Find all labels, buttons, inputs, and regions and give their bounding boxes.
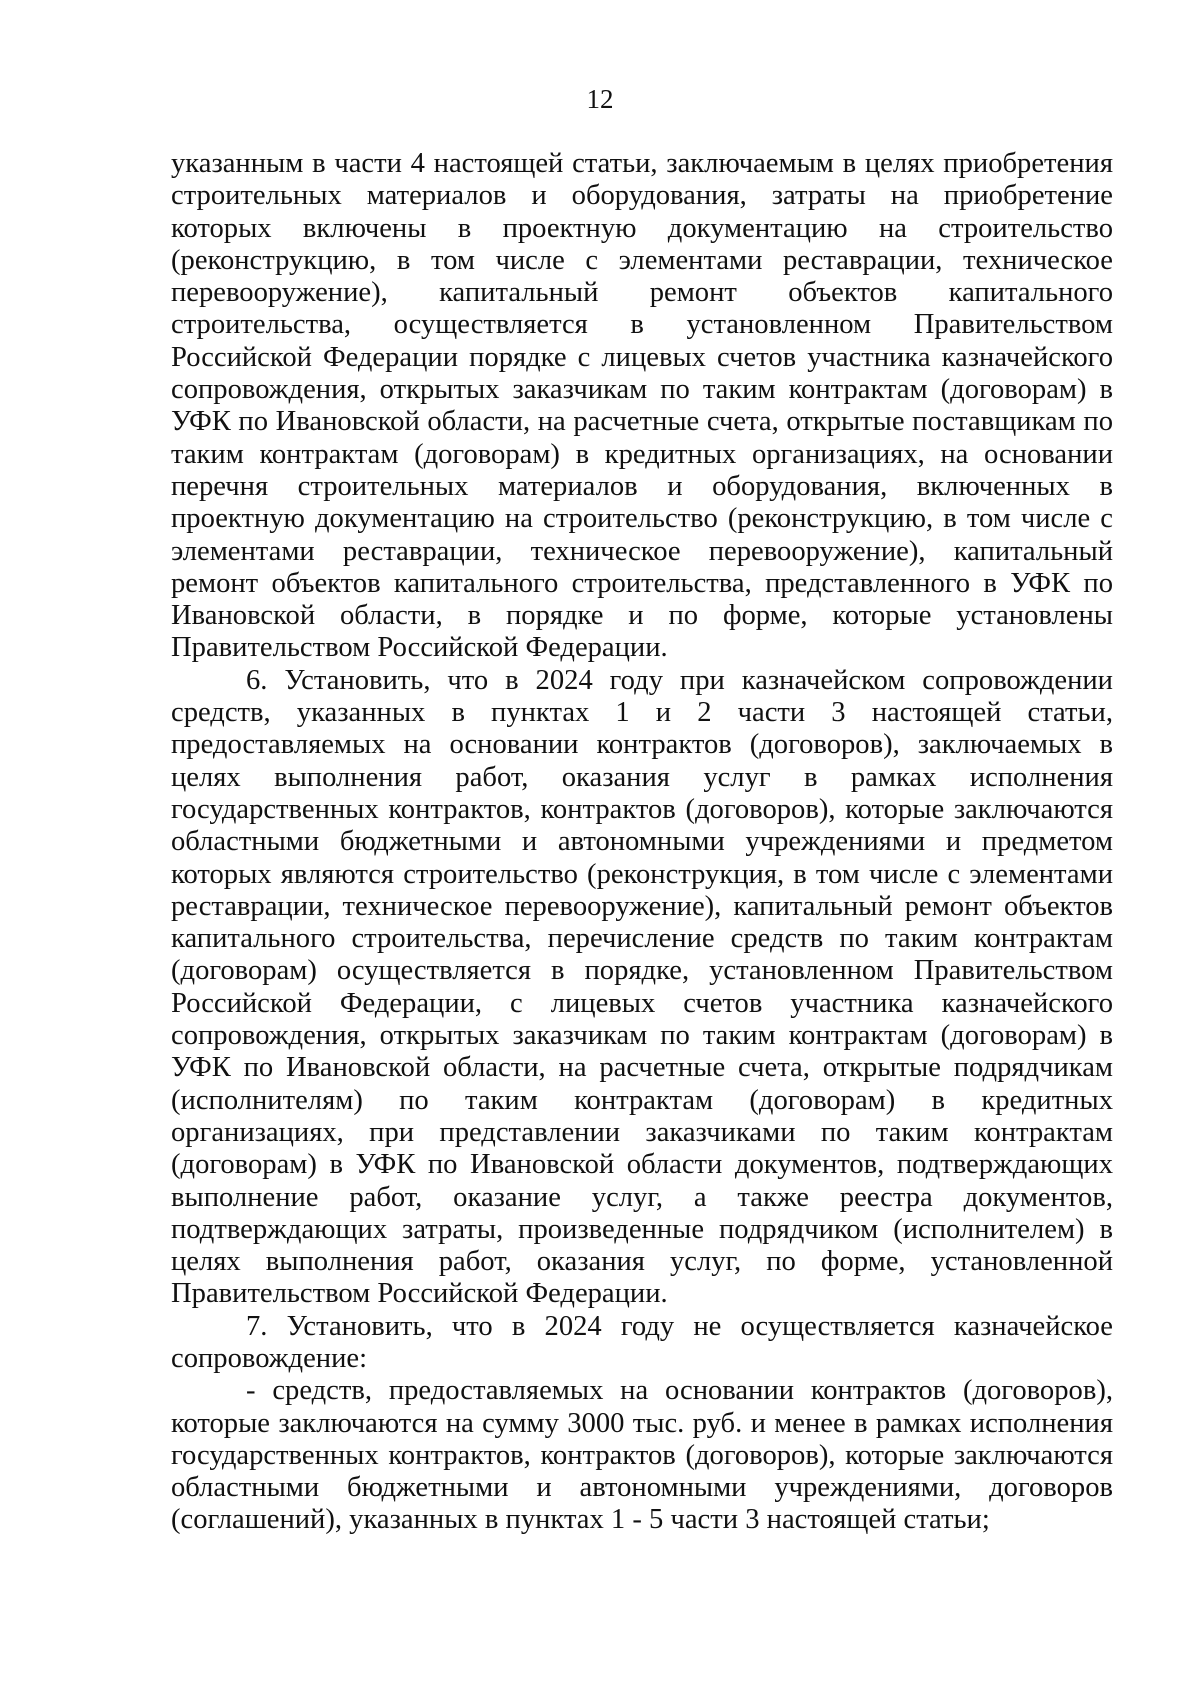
paragraph-item-7-bullet: - средств, предоставляемых на основании контрактов (договоров), которые заключаются на сумму 3000 тыс. руб. и менее в рамках исполнения государственных контрактов, контрактов (договоров), которые заключаются областными бюджетными и автономными учреждениями, договоров (соглашений), указанных в пунктах 1 - 5 части 3 настоящей статьи; (171, 1375, 1113, 1536)
paragraph-item-6: 6. Установить, что в 2024 году при казначейском сопровождении средств, указанных в пунктах 1 и 2 части 3 настоящей статьи, предоставляемых на основании контрактов (договоров), заключаемых в целях выполнения работ, оказания услуг в рамках исполнения государственных контрактов, контрактов (договоров), которые заключаются областными бюджетными и автономными учреждениями и предметом которых являются строительство (реконструкция, в том числе с элементами реставрации, техническое перевооружение), капитальный ремонт объектов капитального строительства, перечисление средств по таким контрактам (договорам) осуществляется в порядке, установленном Правительством Российской Федерации, с лицевых счетов участника казначейского сопровождения, открытых заказчикам по таким контрактам (договорам) в УФК по Ивановской области, на расчетные счета, открытые подрядчикам (исполнителям) по таким контрактам (договорам) в кредитных организациях, при представлении заказчиками по таким контрактам (договорам) в УФК по Ивановской области документов, подтверждающих выполнение работ, оказание услуг, а также реестра документов, подтверждающих затраты, произведенные подрядчиком (исполнителем) в целях выполнения работ, оказания услуг, по форме, установленной Правительством Российской Федерации. (171, 664, 1113, 1310)
paragraph-item-7: 7. Установить, что в 2024 году не осуществляется казначейское сопровождение: (171, 1310, 1113, 1374)
paragraph-continuation: указанным в части 4 настоящей статьи, заключаемым в целях приобретения строительных материалов и оборудования, затраты на приобретение которых включены в проектную документацию на строительство (реконструкцию, в том числе с элементами реставрации, техническое перевооружение), капитальный ремонт объектов капитального строительства, осуществляется в установленном Правительством Российской Федерации порядке с лицевых счетов участника казначейского сопровождения, открытых заказчикам по таким контрактам (договорам) в УФК по Ивановской области, на расчетные счета, открытые поставщикам по таким контрактам (договорам) в кредитных организациях, на основании перечня строительных материалов и оборудования, включенных в проектную документацию на строительство (реконструкцию, в том числе с элементами реставрации, техническое перевооружение), капитальный ремонт объектов капитального строительства, представленного в УФК по Ивановской области, в порядке и по форме, которые установлены Правительством Российской Федерации. (171, 148, 1113, 664)
page-number: 12 (586, 84, 614, 114)
document-body (171, 148, 1113, 1537)
